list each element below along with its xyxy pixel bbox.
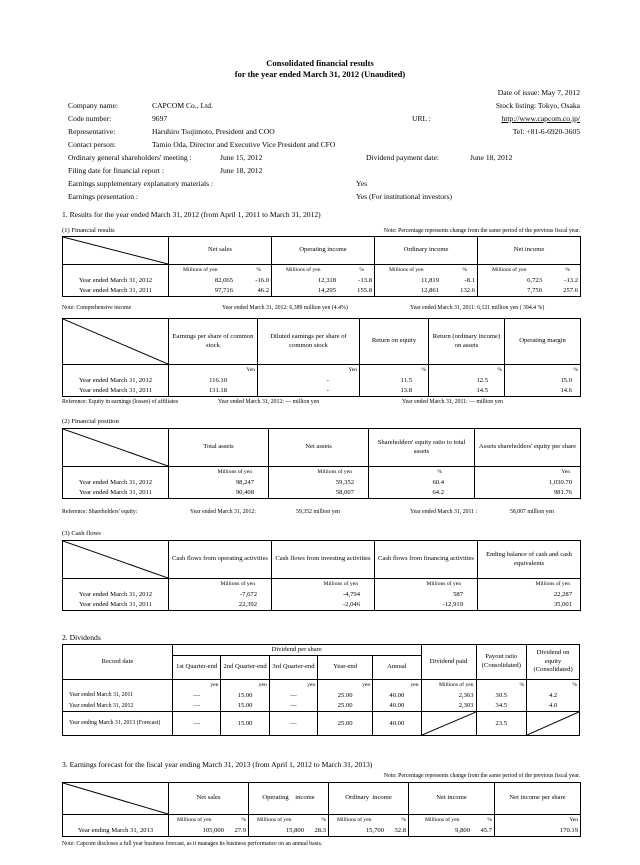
net-sales-value: 97,716 bbox=[214, 287, 233, 295]
unit-label: % bbox=[497, 366, 502, 373]
row-label: Year ended March 31, 2011 bbox=[63, 286, 169, 297]
unit-label: Millions of yen bbox=[220, 580, 255, 587]
section-1-title: 1. Results for the year ended March 31, 2012 (from April 1, 2011 to March 31, 2012) bbox=[62, 210, 321, 219]
unit-label: yen bbox=[410, 681, 419, 688]
header-ending-cash: Ending balance of cash and cash equivalents bbox=[478, 541, 581, 579]
equity-earnings-2011: Year ended March 31, 2011: — million yen bbox=[402, 399, 503, 405]
net-sales-change: 27.9 bbox=[234, 826, 246, 834]
ending-cash-value: 22,287 bbox=[478, 589, 581, 600]
unit-label: % bbox=[359, 266, 364, 273]
investing-cf-value: -2,046 bbox=[272, 600, 375, 611]
net-sales-change: 46.2 bbox=[257, 287, 269, 295]
header-roe: Return on equity bbox=[360, 319, 429, 365]
header-net-income: Net income bbox=[478, 237, 581, 265]
stock-listing: Stock listing: Tokyo, Osaka bbox=[495, 101, 580, 110]
unit-label: Millions of yen bbox=[217, 468, 252, 475]
unit-label: Millions of yen bbox=[425, 816, 460, 823]
unit-label: % bbox=[572, 681, 577, 688]
equity-earnings-reference: Reference: Equity in earnings (losses) of affiliates bbox=[62, 399, 179, 405]
percentage-note: Note: Percentage represents change from the same period of the previous fiscal year. bbox=[383, 773, 580, 779]
row-label: Year ended March 31, 2012 bbox=[63, 477, 169, 488]
header-investing-cf: Cash flows from investing activities bbox=[272, 541, 375, 579]
q1-value: — bbox=[172, 690, 220, 701]
unit-label: % bbox=[256, 266, 261, 273]
percentage-note: Note: Percentage represents change from the same period of the previous fiscal year. bbox=[383, 228, 580, 234]
contact-person: Tamio Oda, Director and Executive Vice President and CFO bbox=[152, 140, 336, 149]
equity-ratio-value: 60.4 bbox=[369, 477, 475, 488]
assets-per-share-value: 1,030.70 bbox=[475, 477, 581, 488]
comprehensive-income-2011: Year ended March 31, 2011: 6,121 million yen ( 394.4 %) bbox=[410, 305, 545, 311]
header-operating-income: Operating income bbox=[272, 237, 375, 265]
row-label: Year ended March 31, 2011 bbox=[63, 488, 169, 499]
net-sales-value: 105,000 bbox=[202, 826, 224, 834]
dividend-on-equity-value: 4.0 bbox=[527, 701, 580, 712]
year-end-value: 25.00 bbox=[318, 690, 373, 701]
header-year-end: Year-end bbox=[318, 656, 373, 680]
operating-income-change: 155.8 bbox=[357, 287, 372, 295]
net-income-change: 257.6 bbox=[563, 287, 578, 295]
net-income-change: -13.2 bbox=[564, 276, 578, 284]
unit-label: Millions of yen bbox=[317, 468, 352, 475]
row-label: Year ended March 31, 2012 bbox=[63, 701, 173, 712]
table-row bbox=[63, 690, 580, 701]
unit-label: % bbox=[565, 266, 570, 273]
dividend-payment-label: Dividend payment date: bbox=[366, 153, 439, 162]
unit-label: Yen bbox=[348, 366, 357, 373]
financing-cf-value: -12,919 bbox=[375, 600, 478, 611]
annual-value: 40.00 bbox=[373, 701, 421, 712]
unit-label: % bbox=[421, 366, 426, 373]
table-row bbox=[63, 286, 581, 297]
unit-label: Millions of yen bbox=[183, 266, 218, 273]
operating-income-value: 14,295 bbox=[317, 287, 336, 295]
net-assets-value: 58,007 bbox=[269, 488, 369, 499]
doc-subtitle: for the year ended March 31, 2012 (Unaudited) bbox=[234, 69, 406, 79]
presentation-value: Yes (For institutional investors) bbox=[356, 192, 453, 201]
operating-income-value: 12,318 bbox=[317, 276, 336, 284]
eps-table bbox=[62, 318, 581, 397]
header-operating-cf: Cash flows from operating activities bbox=[169, 541, 272, 579]
shareholders-equity-reference: Reference: Shareholders' equity: bbox=[62, 509, 138, 515]
unit-label: Millions of yen bbox=[337, 816, 372, 823]
unit-label: Yen bbox=[246, 366, 255, 373]
header-total-assets: Total assets bbox=[169, 429, 269, 467]
q1-value: — bbox=[172, 712, 220, 736]
ordinary-income-value: 12,861 bbox=[420, 287, 439, 295]
dividend-payment-date: June 18, 2012 bbox=[470, 153, 513, 162]
filing-label: Filing date for financial report : bbox=[68, 166, 164, 175]
annual-value: 40.00 bbox=[373, 712, 421, 736]
total-assets-value: 90,408 bbox=[169, 488, 269, 499]
unit-label: Millions of yen bbox=[535, 580, 570, 587]
ordinary-income-change: -8.1 bbox=[464, 276, 475, 284]
corner-cell bbox=[63, 319, 169, 365]
table-row bbox=[63, 488, 581, 499]
net-income-value: 7,750 bbox=[527, 287, 542, 295]
dividend-on-equity-value: 4.2 bbox=[527, 690, 580, 701]
header-operating-margin: Operating margin bbox=[505, 319, 581, 365]
equity-earnings-2012: Year ended March 31, 2012: — million yen bbox=[218, 399, 320, 405]
ending-cash-value: 35,001 bbox=[478, 600, 581, 611]
unit-label: yen bbox=[362, 681, 371, 688]
shareholders-equity-2012: 59,352 million yen bbox=[296, 509, 340, 515]
header-q1: 1st Quarter-end bbox=[172, 656, 220, 680]
net-assets-value: 59,352 bbox=[269, 477, 369, 488]
roe-value: 11.5 bbox=[360, 375, 429, 386]
header-ordinary-income: Ordinary income bbox=[329, 783, 409, 815]
net-income-value: 9,800 bbox=[455, 826, 470, 834]
row-label: Year ended March 31, 2012 bbox=[63, 589, 169, 600]
dividend-paid-value: 2,303 bbox=[421, 701, 476, 712]
row-label: Year ended March 31, 2011 bbox=[63, 386, 169, 397]
unit-label: Millions of yen bbox=[426, 580, 461, 587]
forecast-table bbox=[62, 782, 581, 837]
unit-label: Millions of yen bbox=[257, 816, 292, 823]
comprehensive-income-2012: Year ended March 31, 2012: 6,389 million yen (4.4%) bbox=[222, 305, 348, 311]
eps-value: 116.10 bbox=[169, 375, 258, 386]
row-label: Year ended March 31, 2012 bbox=[63, 275, 169, 286]
header-net-income-per-share: Net income per share bbox=[495, 783, 581, 815]
contact-label: Contact person: bbox=[68, 140, 116, 149]
doc-title: Consolidated financial results bbox=[266, 58, 374, 68]
row-label: Year ended March 31, 2011 bbox=[63, 600, 169, 611]
table-row bbox=[63, 589, 581, 600]
date-of-issue: Date of issue: May 7, 2012 bbox=[497, 88, 580, 97]
investing-cf-value: -4,794 bbox=[272, 589, 375, 600]
dividend-paid-value: 2,363 bbox=[421, 690, 476, 701]
operating-cf-value: 22,392 bbox=[169, 600, 272, 611]
cash-flows-table bbox=[62, 540, 581, 611]
net-income-change: 45.7 bbox=[480, 826, 492, 834]
q2-value: 15.00 bbox=[221, 701, 269, 712]
financial-results-table bbox=[62, 236, 581, 297]
unit-label: Yen bbox=[561, 468, 570, 475]
corner-cell bbox=[63, 541, 169, 579]
payout-ratio-value: 34.5 bbox=[476, 701, 527, 712]
header-operating-income: Operating income bbox=[249, 783, 329, 815]
operating-margin-value: 14.6 bbox=[505, 386, 581, 397]
shareholders-equity-2011-label: Year ended March 31, 2011 : bbox=[410, 509, 478, 515]
ordinary-income-change: 132.6 bbox=[460, 287, 475, 295]
table-row bbox=[63, 275, 581, 286]
assets-per-share-value: 981.76 bbox=[475, 488, 581, 499]
header-annual: Annual bbox=[373, 656, 421, 680]
net-sales-value: 82,065 bbox=[214, 276, 233, 284]
unit-label: Millions of yen bbox=[389, 266, 424, 273]
corner-cell bbox=[63, 429, 169, 467]
q3-value: — bbox=[269, 701, 317, 712]
table-row bbox=[63, 712, 580, 736]
header-net-assets: Net assets bbox=[269, 429, 369, 467]
unit-label: % bbox=[573, 366, 578, 373]
equity-ratio-value: 64.2 bbox=[369, 488, 475, 499]
roa-value: 12.5 bbox=[429, 375, 505, 386]
header-roa: Return (ordinary income) on assets bbox=[429, 319, 505, 365]
q2-value: 15.00 bbox=[221, 712, 269, 736]
operating-income-change: 28.3 bbox=[314, 826, 326, 834]
header-dividend-per-share: Dividend per share bbox=[172, 645, 421, 656]
q1-value: — bbox=[172, 701, 220, 712]
table-row bbox=[63, 600, 581, 611]
q3-value: — bbox=[269, 690, 317, 701]
row-label: Year ending March 31, 2013 (Forecast) bbox=[63, 712, 173, 736]
unit-label: yen bbox=[210, 681, 219, 688]
empty-diagonal-cell bbox=[421, 712, 476, 736]
footnote: Note: Capcom discloses a full year business forecast, as it manages its business performance on an annual basis. bbox=[62, 841, 323, 847]
representative: Haruhiro Tsujimoto, President and COO bbox=[152, 127, 275, 136]
header-financing-cf: Cash flows from financing activities bbox=[375, 541, 478, 579]
empty-diagonal-cell bbox=[527, 712, 580, 736]
header-diluted-eps: Diluted earnings per share of common stock bbox=[258, 319, 360, 365]
q3-value: — bbox=[269, 712, 317, 736]
header-dividend-on-equity: Dividend on equity (Consolidated) bbox=[527, 645, 580, 680]
header-record-date: Record date bbox=[63, 645, 173, 680]
unit-label: Millions of yen bbox=[492, 266, 527, 273]
meeting-date: June 15, 2012 bbox=[220, 153, 263, 162]
unit-label: % bbox=[462, 266, 467, 273]
annual-value: 40.00 bbox=[373, 690, 421, 701]
net-income-value: 6,723 bbox=[527, 276, 542, 284]
operating-income-change: -13.8 bbox=[358, 276, 372, 284]
row-label: Year ended March 31, 2012 bbox=[63, 375, 169, 386]
ordinary-income-value: 15,700 bbox=[365, 826, 384, 834]
dividends-table bbox=[62, 644, 580, 736]
ordinary-income-change: 32.8 bbox=[394, 826, 406, 834]
header-assets-per-share: Assets shareholders' equity per share bbox=[475, 429, 581, 467]
operating-margin-value: 15.0 bbox=[505, 375, 581, 386]
table-row bbox=[63, 701, 580, 712]
operating-cf-value: -7,672 bbox=[169, 589, 272, 600]
company-name-label: Company name: bbox=[68, 101, 118, 110]
section-2-title: 2. Dividends bbox=[62, 633, 101, 642]
unit-label: % bbox=[401, 816, 406, 823]
code-number: 9697 bbox=[152, 114, 168, 123]
total-assets-value: 98,247 bbox=[169, 477, 269, 488]
supplementary-label: Earnings supplementary explanatory materials : bbox=[68, 179, 214, 188]
header-eps: Earnings per share of common stock bbox=[169, 319, 258, 365]
unit-label: % bbox=[321, 816, 326, 823]
diluted-eps-value: - bbox=[258, 375, 360, 386]
header-q2: 2nd Quarter-end bbox=[221, 656, 269, 680]
unit-label: % bbox=[437, 468, 442, 475]
table-row bbox=[63, 386, 581, 397]
code-label: Code number: bbox=[68, 114, 112, 123]
unit-label: % bbox=[519, 681, 525, 688]
financing-cf-value: 587 bbox=[375, 589, 478, 600]
roe-value: 13.8 bbox=[360, 386, 429, 397]
financial-results-title: (1) Financial results bbox=[62, 227, 115, 234]
url-label: URL : bbox=[412, 114, 431, 123]
unit-label: Millions of yen bbox=[286, 266, 321, 273]
corner-cell bbox=[63, 237, 169, 265]
supplementary-value: Yes bbox=[356, 179, 368, 188]
unit-label: Millions of yen bbox=[439, 681, 474, 688]
ordinary-income-value: 11,819 bbox=[421, 276, 439, 284]
section-3-title: 3. Earnings forecast for the fiscal year ending March 31, 2013 (from April 1, 2012 to March 31, 2013) bbox=[62, 760, 373, 769]
header-payout-ratio: Payout ratio (Consolidated) bbox=[476, 645, 527, 680]
meeting-label: Ordinary general shareholders' meeting : bbox=[68, 153, 192, 162]
q2-value: 15.00 bbox=[221, 690, 269, 701]
header-net-sales: Net sales bbox=[169, 237, 272, 265]
payout-ratio-value: 23.5 bbox=[476, 712, 527, 736]
filing-date: June 18, 2012 bbox=[220, 166, 263, 175]
table-row bbox=[63, 375, 581, 386]
header-dividend-paid: Dividend paid bbox=[421, 645, 476, 680]
net-income-per-share-value: 170.19 bbox=[495, 825, 581, 837]
corner-cell bbox=[63, 783, 169, 815]
representative-label: Representative: bbox=[68, 127, 116, 136]
header-equity-ratio: Shareholders' equity ratio to total assets bbox=[369, 429, 475, 467]
header-net-income: Net income bbox=[409, 783, 495, 815]
header-net-sales: Net sales bbox=[169, 783, 249, 815]
unit-label: yen bbox=[258, 681, 267, 688]
presentation-label: Earnings presentation : bbox=[68, 192, 139, 201]
year-end-value: 25.00 bbox=[318, 701, 373, 712]
net-sales-change: -16.0 bbox=[255, 276, 269, 284]
cash-flows-title: (3) Cash flows bbox=[62, 530, 101, 537]
table-row bbox=[63, 825, 581, 837]
company-name: CAPCOM Co., Ltd. bbox=[152, 101, 213, 110]
unit-label: Millions of yen bbox=[177, 816, 212, 823]
payout-ratio-value: 30.5 bbox=[476, 690, 527, 701]
telephone: Tel: +81-6-6920-3605 bbox=[512, 127, 580, 136]
financial-position-table bbox=[62, 428, 581, 499]
unit-label: % bbox=[487, 816, 492, 823]
roa-value: 14.5 bbox=[429, 386, 505, 397]
shareholders-equity-2012-label: Year ended March 31, 2012: bbox=[190, 509, 256, 515]
eps-value: 131.18 bbox=[169, 386, 258, 397]
comprehensive-income-note: Note: Comprehensive income bbox=[62, 305, 132, 311]
table-row bbox=[63, 477, 581, 488]
shareholders-equity-2011: 58,007 million yen bbox=[510, 509, 554, 515]
header-ordinary-income: Ordinary income bbox=[375, 237, 478, 265]
url-link[interactable]: http://www.capcom.co.jp/ bbox=[501, 114, 580, 123]
year-end-value: 25.00 bbox=[318, 712, 373, 736]
header-q3: 3rd Quarter-end bbox=[269, 656, 317, 680]
diluted-eps-value: - bbox=[258, 386, 360, 397]
unit-label: Yen bbox=[569, 816, 578, 823]
row-label: Year ending March 31, 2013 bbox=[63, 825, 169, 837]
unit-label: yen bbox=[307, 681, 316, 688]
operating-income-value: 15,800 bbox=[285, 826, 304, 834]
unit-label: Millions of yen bbox=[323, 580, 358, 587]
unit-label: % bbox=[241, 816, 246, 823]
financial-position-title: (2) Financial position bbox=[62, 418, 119, 425]
row-label: Year ended March 31, 2011 bbox=[63, 690, 173, 701]
